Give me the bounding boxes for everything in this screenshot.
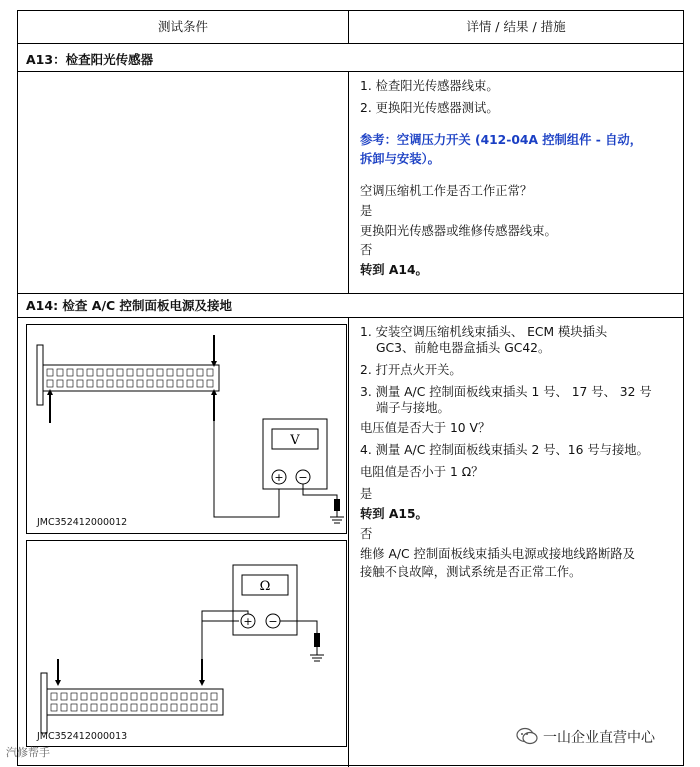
probe-left <box>47 389 53 423</box>
a13-reference-link-cont[interactable]: 拆卸与安装）。 <box>360 152 440 166</box>
a14-yes-action: 转到 A15。 <box>360 507 428 521</box>
a13-step-2: 2. 更换阳光传感器测试。 <box>360 101 499 115</box>
probe-right-bottom <box>211 389 217 421</box>
divider <box>348 317 349 767</box>
voltage-diagram-svg <box>27 325 348 535</box>
a14-yes: 是 <box>360 487 373 501</box>
figure-code-2: JMC352412000013 <box>37 731 128 742</box>
divider <box>348 71 349 293</box>
probe-right <box>199 659 205 686</box>
diagnostic-table <box>17 10 684 766</box>
probe-left <box>55 659 61 686</box>
a14-step-3-cont: 端子与接地。 <box>376 401 450 415</box>
divider <box>18 43 683 44</box>
section-title-a14: A14: 检查 A/C 控制面板电源及接地 <box>26 298 233 313</box>
meter-mode-voltage: V <box>290 433 300 448</box>
a14-step-4: 4. 测量 A/C 控制面板线束插头 2 号、16 号与接地。 <box>360 443 649 457</box>
meter-mode-resistance: Ω <box>259 579 271 594</box>
a14-question-voltage: 电压值是否大于 10 V？ <box>360 421 491 435</box>
divider <box>18 71 683 72</box>
divider <box>18 317 683 318</box>
header-test-conditions: 测试条件 <box>18 11 348 43</box>
a14-step-2: 2. 打开点火开关。 <box>360 363 462 377</box>
header-details: 详情 / 结果 / 措施 <box>349 11 683 43</box>
plus-icon: + <box>274 471 284 484</box>
ground-icon <box>310 647 324 661</box>
watermark-right: 一山企业直营中心 <box>543 730 655 746</box>
connector-edge <box>41 673 47 733</box>
ground-probe <box>334 499 340 511</box>
a14-step-3: 3. 测量 A/C 控制面板线束插头 1 号、 17 号、 32 号 <box>360 385 652 399</box>
section-title-a13: A13：检查阳光传感器 <box>26 52 154 67</box>
a13-no: 否 <box>360 243 373 257</box>
figure-code-1: JMC352412000012 <box>37 517 128 528</box>
a14-step-1: 1. 安装空调压缩机线束插头、 ECM 模块插头 <box>360 325 608 339</box>
divider <box>348 11 349 43</box>
a13-step-1: 1. 检查阳光传感器线束。 <box>360 79 499 93</box>
ground-icon <box>330 511 344 523</box>
divider <box>18 293 683 294</box>
connector-edge <box>37 345 43 405</box>
minus-icon: − <box>298 471 308 484</box>
a14-no: 否 <box>360 527 373 541</box>
a14-question-resistance: 电阻值是否小于 1 Ω？ <box>360 465 484 479</box>
voltage-measurement-diagram <box>26 324 347 534</box>
a13-no-action: 转到 A14。 <box>360 263 428 277</box>
a13-yes: 是 <box>360 204 373 218</box>
plus-icon: + <box>243 615 253 628</box>
resistance-diagram-svg <box>27 541 348 748</box>
minus-icon: − <box>268 615 278 628</box>
watermark-left: 汽修帮手 <box>6 746 50 759</box>
a14-step-1-cont: GC3、前舱电器盒插头 GC42。 <box>376 341 551 355</box>
a13-reference-link[interactable]: 参考：空调压力开关 (412-04A 控制组件 - 自动， <box>360 133 643 147</box>
a14-no-line-2: 接触不良故障，测试系统是否正常工作。 <box>360 565 582 579</box>
a14-no-line-1: 维修 A/C 控制面板线束插头电源或接地线路断路及 <box>360 547 635 561</box>
a13-question: 空调压缩机工作是否工作正常？ <box>360 184 533 198</box>
probe-right-top <box>211 335 217 367</box>
resistance-measurement-diagram <box>26 540 347 747</box>
wechat-icon <box>515 724 539 748</box>
a13-yes-action: 更换阳光传感器或维修传感器线束。 <box>360 224 557 238</box>
ground-probe <box>314 633 320 647</box>
